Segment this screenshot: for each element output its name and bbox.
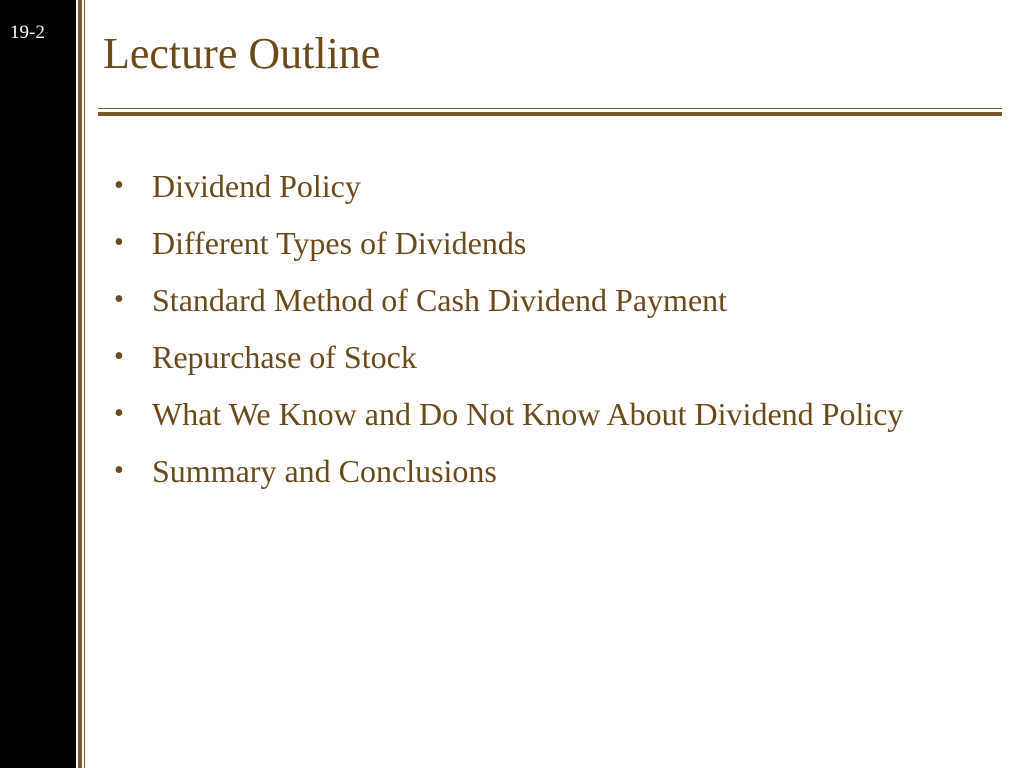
bullet-icon: • xyxy=(114,170,124,201)
bullet-item xyxy=(112,335,992,379)
bullet-icon: • xyxy=(114,284,124,315)
left-vertical-rule-thin xyxy=(84,0,85,768)
bullet-list xyxy=(112,164,992,506)
bullet-text: Repurchase of Stock xyxy=(152,339,417,375)
bullet-icon: • xyxy=(114,227,124,258)
bullet-text: What We Know and Do Not Know About Dividend Policy xyxy=(152,396,904,432)
bullet-item xyxy=(112,278,992,322)
bullet-icon: • xyxy=(114,341,124,372)
bullet-item xyxy=(112,221,992,265)
slide-number: 19-2 xyxy=(10,22,45,43)
left-vertical-rule-thick xyxy=(78,0,82,768)
title-underline-thin xyxy=(98,108,1002,109)
slide-title: Lecture Outline xyxy=(103,29,381,78)
left-sidebar-bar xyxy=(0,0,76,768)
bullet-item xyxy=(112,392,992,436)
bullet-text: Summary and Conclusions xyxy=(152,453,497,489)
bullet-text: Dividend Policy xyxy=(152,168,361,204)
bullet-text: Different Types of Dividends xyxy=(152,225,527,261)
bullet-icon: • xyxy=(114,398,124,429)
title-underline-thick xyxy=(98,112,1002,116)
bullet-item xyxy=(112,164,992,208)
bullet-text: Standard Method of Cash Dividend Payment xyxy=(152,282,728,318)
bullet-item xyxy=(112,449,992,493)
bullet-icon: • xyxy=(114,455,124,486)
